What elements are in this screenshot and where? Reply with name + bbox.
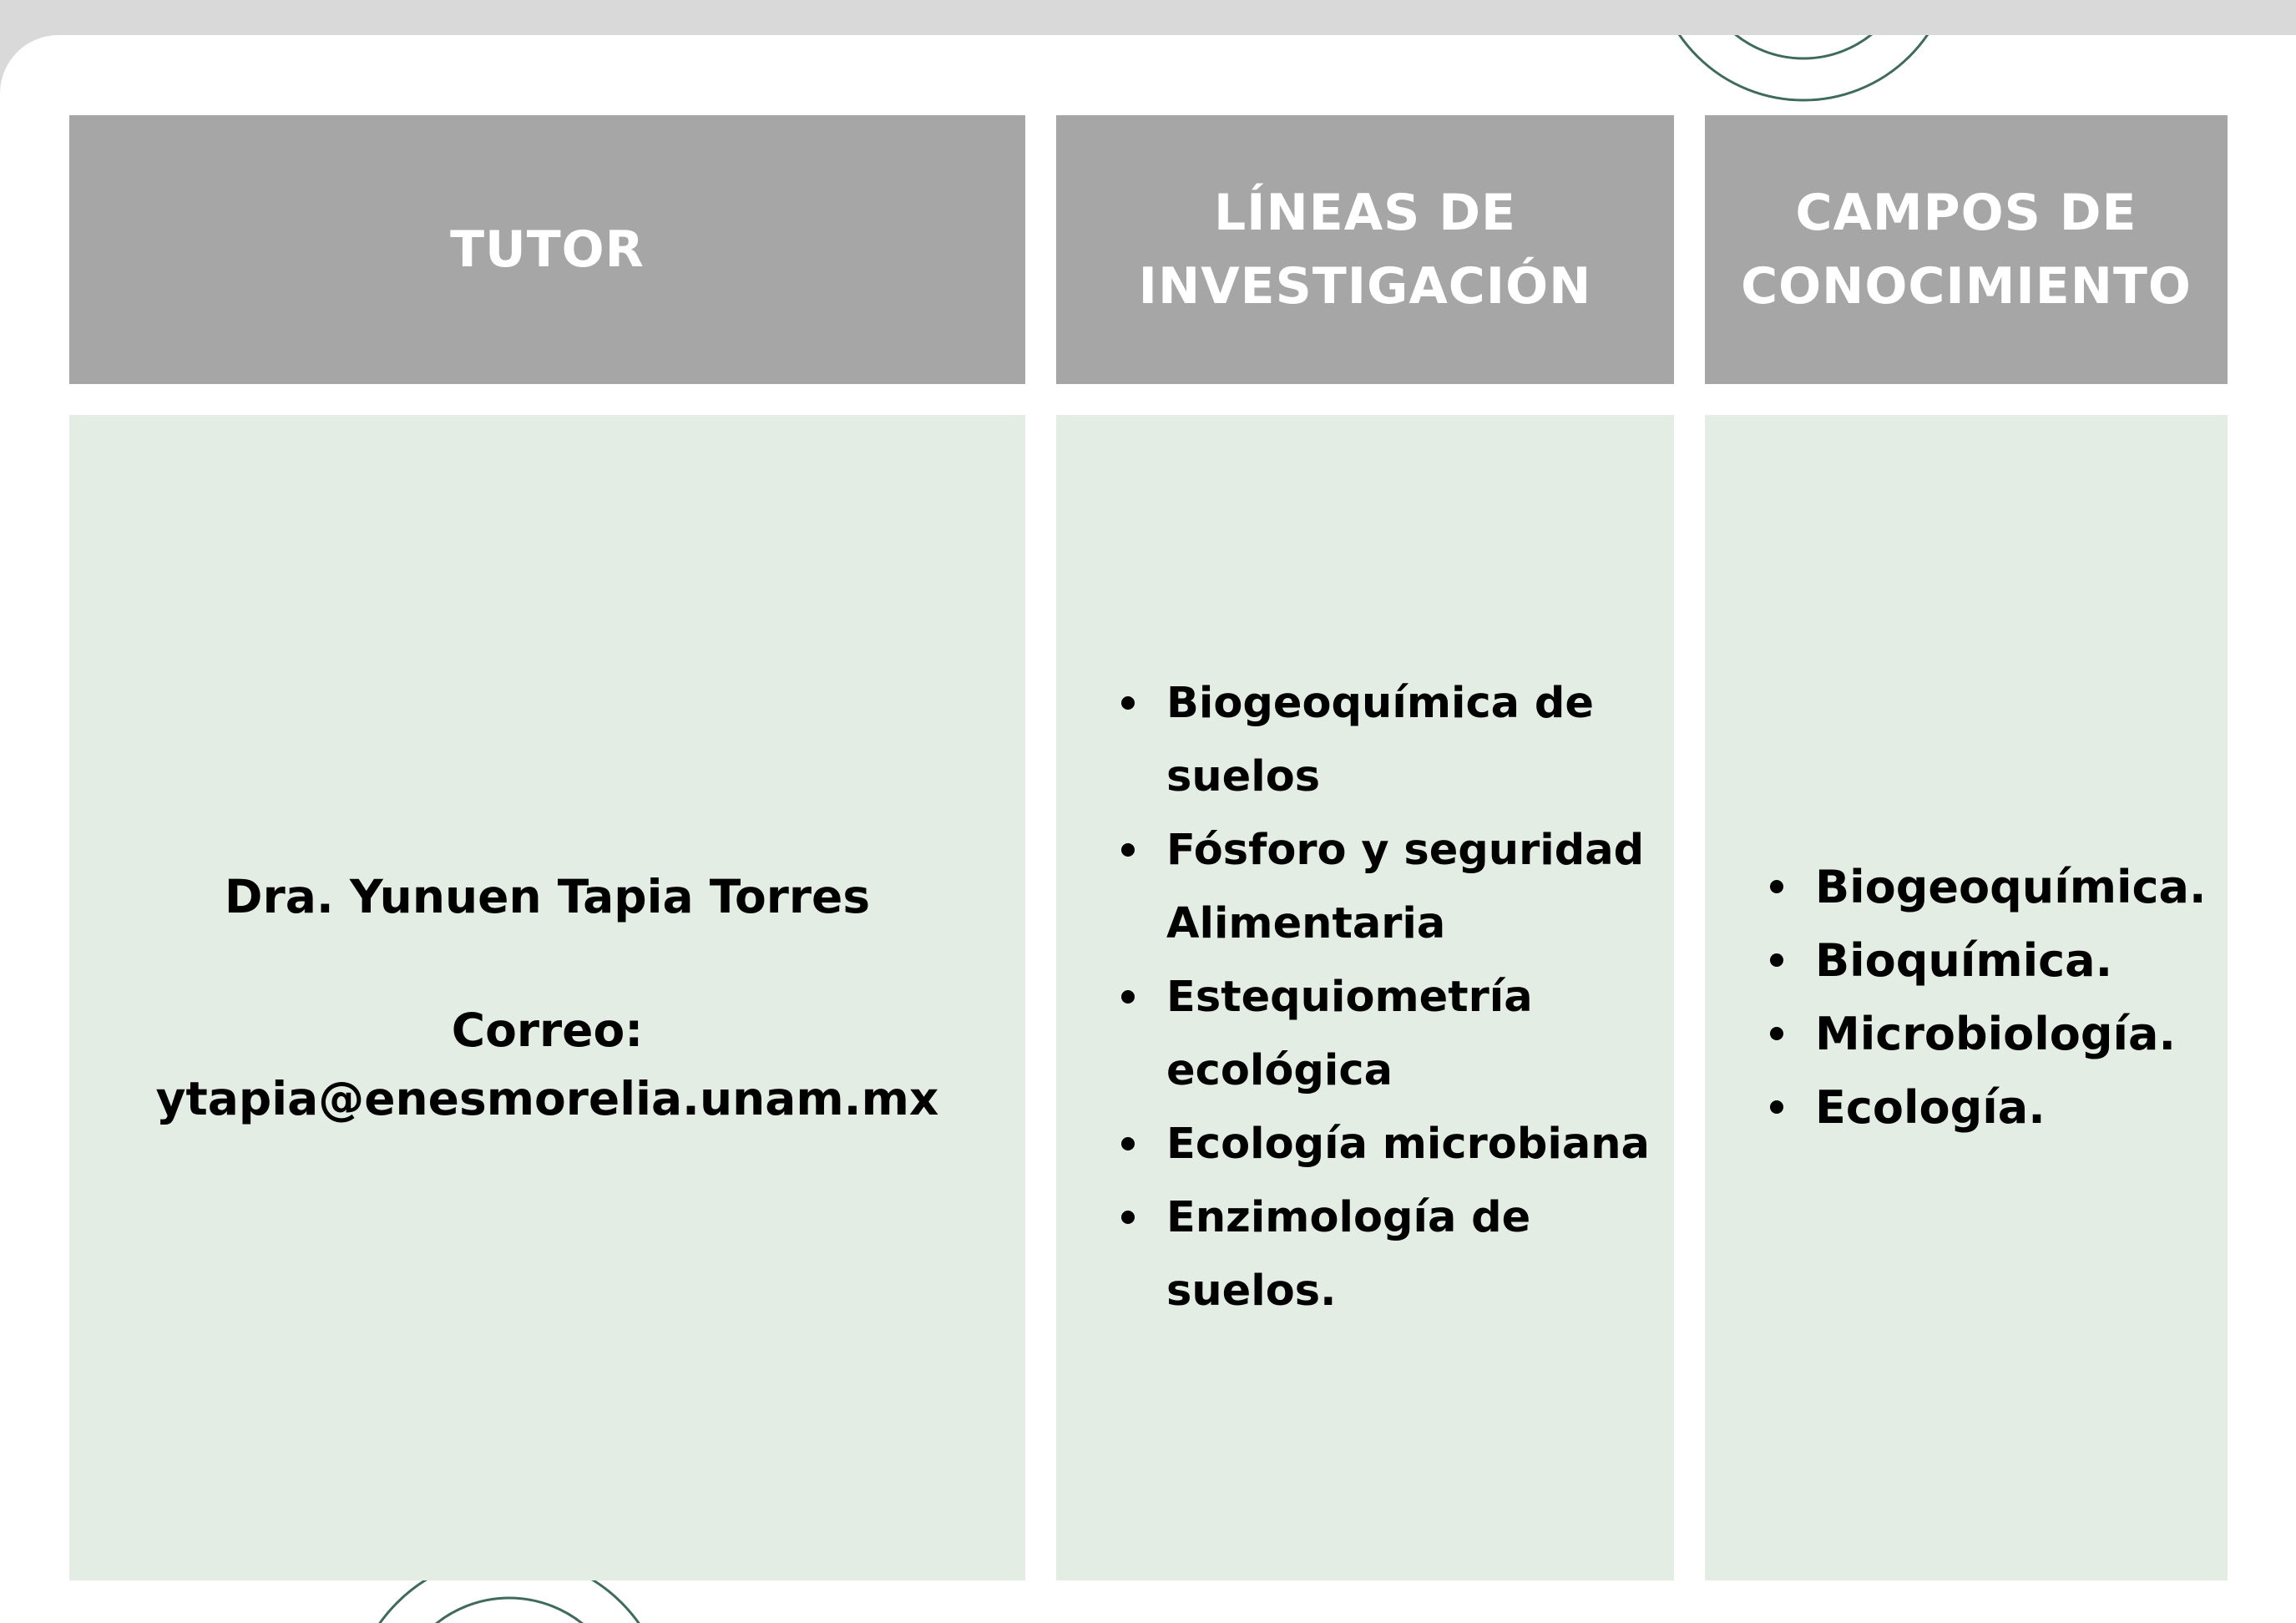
knowledge-field-item: Biogeoquímica. (1705, 851, 2228, 924)
research-line-item: Ecología microbiana (1056, 1108, 1674, 1181)
research-line-item: Enzimología de suelos. (1056, 1181, 1674, 1328)
header-tutor-label: TUTOR (450, 220, 645, 279)
knowledge-field-item: Bioquímica. (1705, 924, 2228, 998)
research-line-item: Estequiometría ecológica (1056, 961, 1674, 1108)
header-research-lines (1056, 115, 1674, 384)
research-line-item: Biogeoquímica de suelos (1056, 667, 1674, 814)
research-lines-cell (1056, 415, 1674, 1580)
email-address: ytapia@enesmorelia.unam.mx (155, 1072, 939, 1125)
header-knowledge-fields (1705, 115, 2228, 384)
email-label: Correo: (451, 1004, 644, 1057)
knowledge-fields-list (1705, 851, 2228, 1145)
knowledge-field-item: Ecología. (1705, 1071, 2228, 1145)
tutor-name: Dra. Yunuen Tapia Torres (224, 870, 871, 923)
knowledge-field-item: Microbiología. (1705, 998, 2228, 1071)
header-tutor (69, 115, 1025, 384)
research-line-item: Fósforo y seguridad Alimentaria (1056, 814, 1674, 961)
research-lines-list (1056, 667, 1674, 1328)
header-knowledge-fields-label: CAMPOS DE CONOCIMIENTO (1741, 184, 2192, 316)
tutor-cell (69, 415, 1025, 1580)
knowledge-fields-cell (1705, 415, 2228, 1580)
document-card (0, 35, 2296, 1623)
header-research-lines-label: LÍNEAS DE INVESTIGACIÓN (1138, 184, 1592, 316)
concentric-arcs-decoration-top (1611, 35, 1995, 117)
